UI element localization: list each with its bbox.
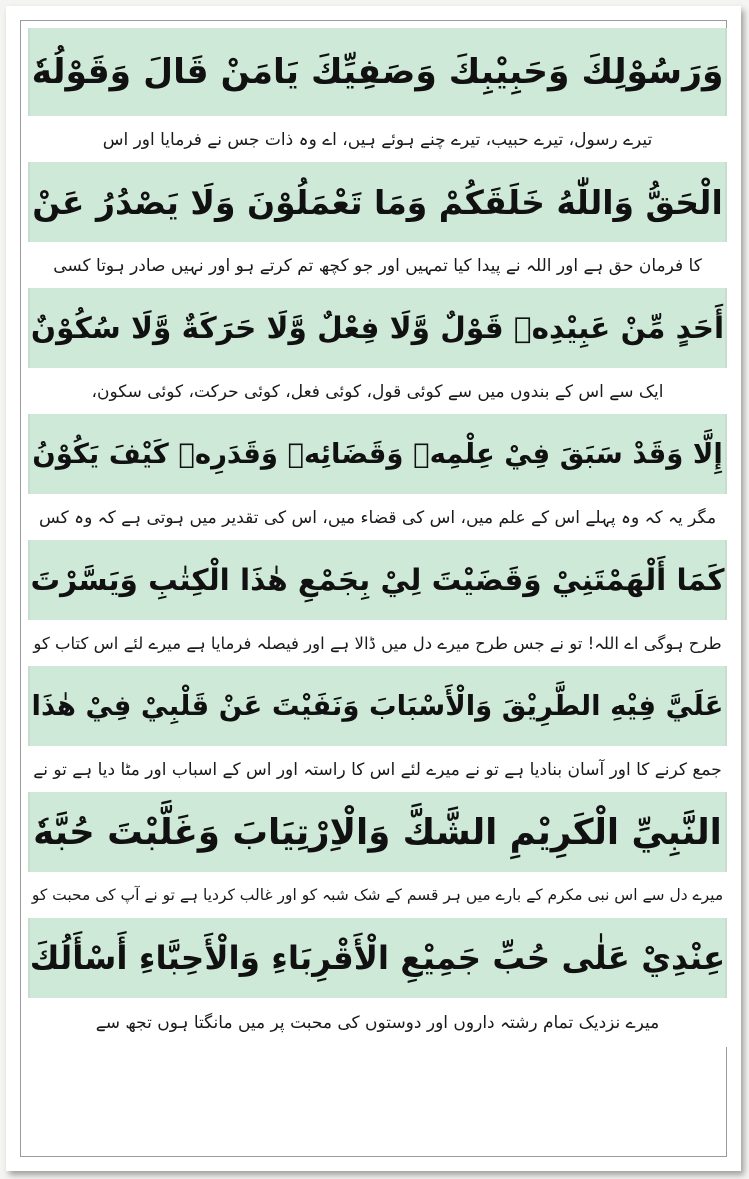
urdu-translation-2: کا فرمان حق ہے اور اللہ نے پیدا کیا تمہیں اور جو کچھ تم کرتے ہو اور نہیں صادر ہوتا کسی xyxy=(28,242,727,288)
arabic-line-5: كَمَا أَلْهَمْتَنِيْ وَقَضَيْتَ لِيْ بِجَمْعِ هٰذَا الْكِتٰبِ وَيَسَّرْتَ xyxy=(28,540,727,620)
arabic-line-8: عِنْدِيْ عَلٰى حُبِّ جَمِيْعِ الْأَقْرِبَاءِ وَالْأَحِبَّاءِ أَسْأَلُكَ xyxy=(28,918,727,998)
urdu-translation-6: جمع کرنے کا اور آسان بنادیا ہے تو نے میرے لئے اس کا راستہ اور اس کے اسباب اور مٹا دیا ہے تو نے xyxy=(28,746,727,792)
arabic-line-3: أَحَدٍ مِّنْ عَبِيْدِهٖ قَوْلٌ وَّلَا فِعْلٌ وَّلَا حَرَكَةٌ وَّلَا سُكُوْنٌ xyxy=(28,288,727,368)
urdu-translation-3: ایک سے اس کے بندوں میں سے کوئی قول، کوئی فعل، کوئی حرکت، کوئی سکون، xyxy=(28,368,727,414)
urdu-translation-8: میرے نزدیک تمام رشتہ داروں اور دوستوں کی محبت پر میں مانگتا ہوں تجھ سے xyxy=(28,998,727,1047)
arabic-line-2: الْحَقُّ وَاللّٰهُ خَلَقَكُمْ وَمَا تَعْمَلُوْنَ وَلَا يَصْدُرُ عَنْ xyxy=(28,162,727,242)
arabic-line-6: عَلَيَّ فِيْهِ الطَّرِيْقَ وَالْأَسْبَابَ وَنَفَيْتَ عَنْ قَلْبِيْ فِيْ هٰذَا xyxy=(28,666,727,746)
arabic-line-1: وَرَسُوْلِكَ وَحَبِيْبِكَ وَصَفِيِّكَ يَامَنْ قَالَ وَقَوْلُهٗ xyxy=(28,28,727,116)
urdu-translation-1: تیرے رسول، تیرے حبیب، تیرے چنے ہوئے ہیں، اے وہ ذات جس نے فرمایا اور اس xyxy=(28,116,727,162)
urdu-translation-5: طرح ہوگی اے اللہ! تو نے جس طرح میرے دل میں ڈالا ہے اور فیصلہ فرمایا ہے میرے لئے اس کتاب کو xyxy=(28,620,727,666)
arabic-line-7: النَّبِيِّ الْكَرِيْمِ الشَّكَّ وَالْاِرْتِيَابَ وَغَلَّبْتَ حُبَّهٗ xyxy=(28,792,727,872)
text-panel xyxy=(28,28,727,1163)
arabic-line-4: إِلَّا وَقَدْ سَبَقَ فِيْ عِلْمِهٖ وَقَضَائِهٖ وَقَدَرِهٖ كَيْفَ يَكُوْنُ xyxy=(28,414,727,494)
page-frame xyxy=(6,6,741,1171)
urdu-translation-4: مگر یہ کہ وہ پہلے اس کے علم میں، اس کی قضاء میں، اس کی تقدیر میں ہوتی ہے کہ وہ کس xyxy=(28,494,727,540)
urdu-translation-7: میرے دل سے اس نبی مکرم کے بارے میں ہر قسم کے شک شبہ کو اور غالب کردیا ہے تو نے آپ کی محبت کو xyxy=(28,872,727,918)
